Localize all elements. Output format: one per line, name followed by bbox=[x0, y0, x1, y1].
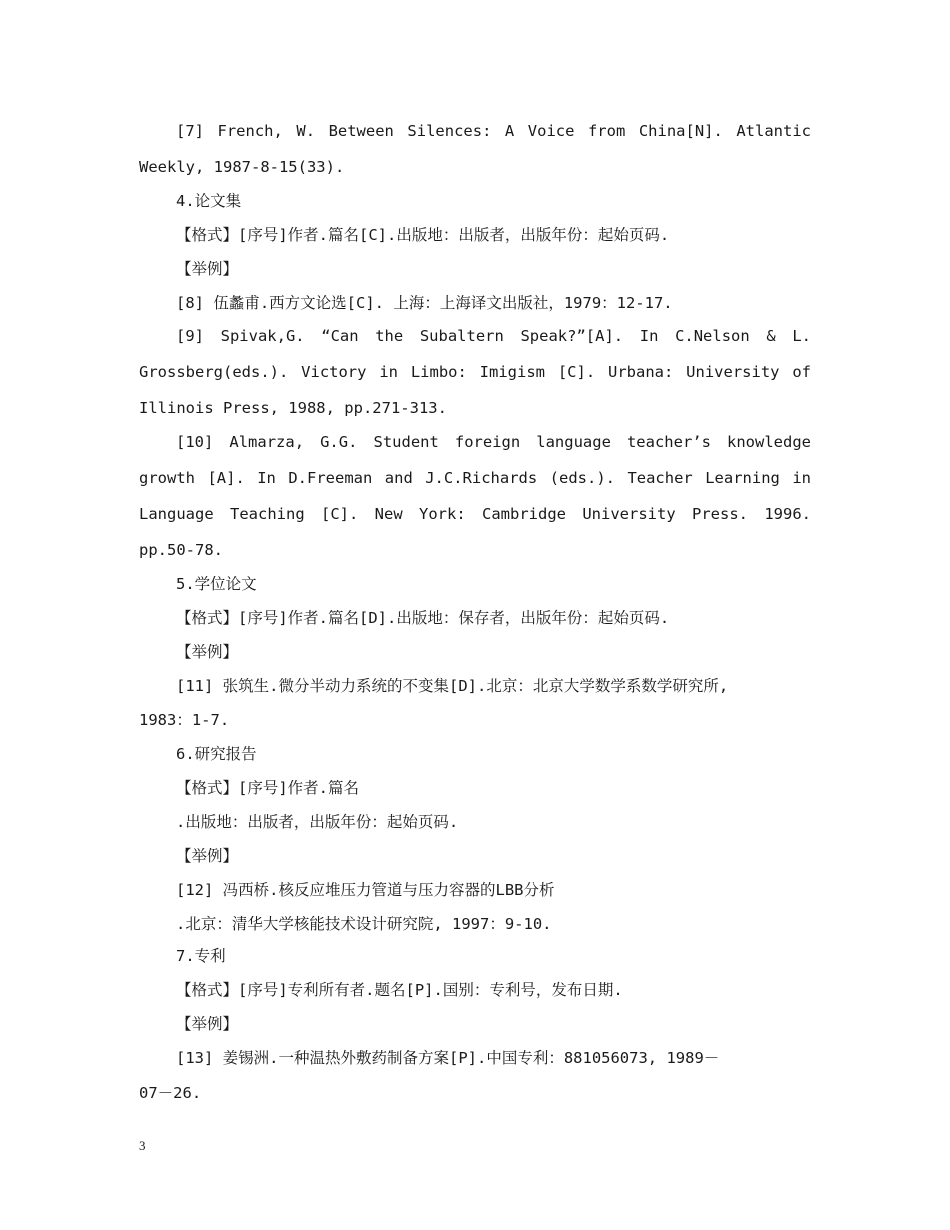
section-heading: 4.论文集 bbox=[176, 192, 242, 210]
reference-line: 07－26. bbox=[139, 1084, 202, 1102]
example-label: 【举例】 bbox=[176, 643, 239, 661]
section-heading: 7.专利 bbox=[176, 947, 226, 965]
reference-line: [12] 冯西桥.核反应堆压力管道与压力容器的LBB分析 bbox=[176, 881, 555, 899]
example-label: 【举例】 bbox=[176, 1015, 239, 1033]
format-line: 【格式】[序号]专利所有者.题名[P].国别：专利号，发布日期. bbox=[176, 981, 623, 999]
reference-line: [10] Almarza, G.G. Student foreign language teacher’s knowledge bbox=[176, 433, 811, 451]
reference-line: Illinois Press, 1988, pp.271-313. bbox=[139, 399, 447, 417]
reference-line: [9] Spivak,G. “Can the Subaltern Speak?”[A]. In C.Nelson & L. bbox=[176, 327, 811, 345]
example-label: 【举例】 bbox=[176, 847, 239, 865]
reference-line: growth [A]. In D.Freeman and J.C.Richards (eds.). Teacher Learning in bbox=[139, 469, 811, 487]
reference-line: Language Teaching [C]. New York: Cambridge University Press. 1996. bbox=[139, 505, 811, 523]
section-heading: 6.研究报告 bbox=[176, 745, 257, 763]
section-heading: 5.学位论文 bbox=[176, 575, 257, 593]
reference-line: [13] 姜锡洲.一种温热外敷药制备方案[P].中国专利：881056073, 1989－ bbox=[176, 1049, 720, 1067]
format-line: 【格式】[序号]作者.篇名[C].出版地：出版者，出版年份：起始页码. bbox=[176, 226, 670, 244]
format-line: 【格式】[序号]作者.篇名 bbox=[176, 779, 359, 797]
example-label: 【举例】 bbox=[176, 260, 239, 278]
reference-line: Weekly, 1987-8-15(33). bbox=[139, 158, 345, 176]
reference-line: [8] 伍蠡甫.西方文论选[C]. 上海：上海译文出版社，1979：12-17. bbox=[176, 294, 673, 312]
reference-line: [7] French, W. Between Silences: A Voice from China[N]. Atlantic bbox=[176, 122, 811, 140]
reference-line: pp.50-78. bbox=[139, 541, 223, 559]
page-number: 3 bbox=[139, 1138, 146, 1153]
reference-line: [11] 张筑生.微分半动力系统的不变集[D].北京：北京大学数学系数学研究所, bbox=[176, 677, 729, 695]
format-line: .出版地：出版者，出版年份：起始页码. bbox=[176, 813, 459, 831]
reference-line: .北京：清华大学核能技术设计研究院, 1997：9-10. bbox=[176, 915, 552, 933]
reference-line: 1983：1-7. bbox=[139, 711, 230, 729]
format-line: 【格式】[序号]作者.篇名[D].出版地：保存者，出版年份：起始页码. bbox=[176, 609, 670, 627]
reference-line: Grossberg(eds.). Victory in Limbo: Imigism [C]. Urbana: University of bbox=[139, 363, 811, 381]
